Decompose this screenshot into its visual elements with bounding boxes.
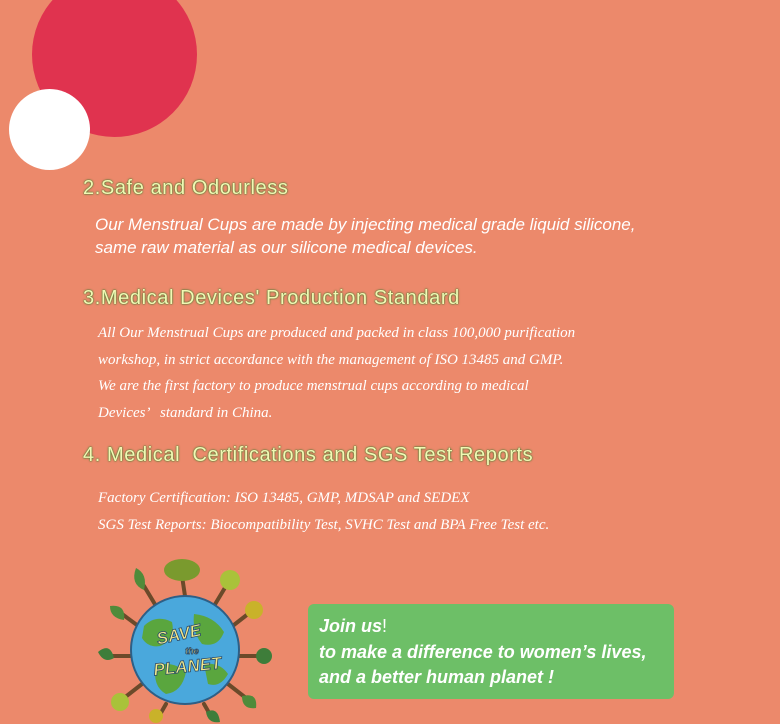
text-line: Factory Certification: ISO 13485, GMP, MDSAP and SEDEX (98, 490, 470, 506)
join-box-line: to make a difference to women’s lives, (319, 641, 647, 662)
decorative-white-circle (9, 89, 90, 170)
join-us-banner (308, 604, 674, 699)
text-line: Devices’ standard in China. (98, 404, 273, 421)
section-heading-production-standard: 3.Medical Devices' Production Standard (83, 287, 460, 309)
section-text-certifications (98, 485, 718, 538)
text-line: SGS Test Reports: Biocompatibility Test, SVHC Test and BPA Free Test etc. (98, 516, 550, 533)
join-box-line: and a better human planet ! (319, 667, 555, 687)
text-line: Our Menstrual Cups are made by injecting medical grade liquid silicone, (95, 215, 636, 234)
join-us-text: Join us (319, 616, 383, 636)
illustration-text-the: the (185, 646, 199, 656)
section-text-safe-odourless (95, 213, 715, 259)
text-line: workshop, in strict accordance with the management of ISO 13485 and GMP. (98, 351, 564, 368)
section-heading-certifications: 4. Medical Certifications and SGS Test Reports (83, 444, 534, 466)
join-us-exclamation: ! (382, 616, 388, 636)
illustration-text-planet: PLANET (152, 653, 223, 680)
save-the-planet-illustration (96, 556, 274, 724)
text-line: We are the first factory to produce menstrual cups according to medical (98, 378, 529, 394)
illustration-text-save: SAVE (154, 620, 203, 649)
section-text-production-standard (98, 320, 718, 426)
section-heading-safe-odourless: 2.Safe and Odourless (83, 177, 289, 199)
text-line: All Our Menstrual Cups are produced and packed in class 100,000 purification (98, 325, 576, 341)
text-line: same raw material as our silicone medical devices. (95, 238, 478, 257)
join-us-line (319, 614, 674, 640)
